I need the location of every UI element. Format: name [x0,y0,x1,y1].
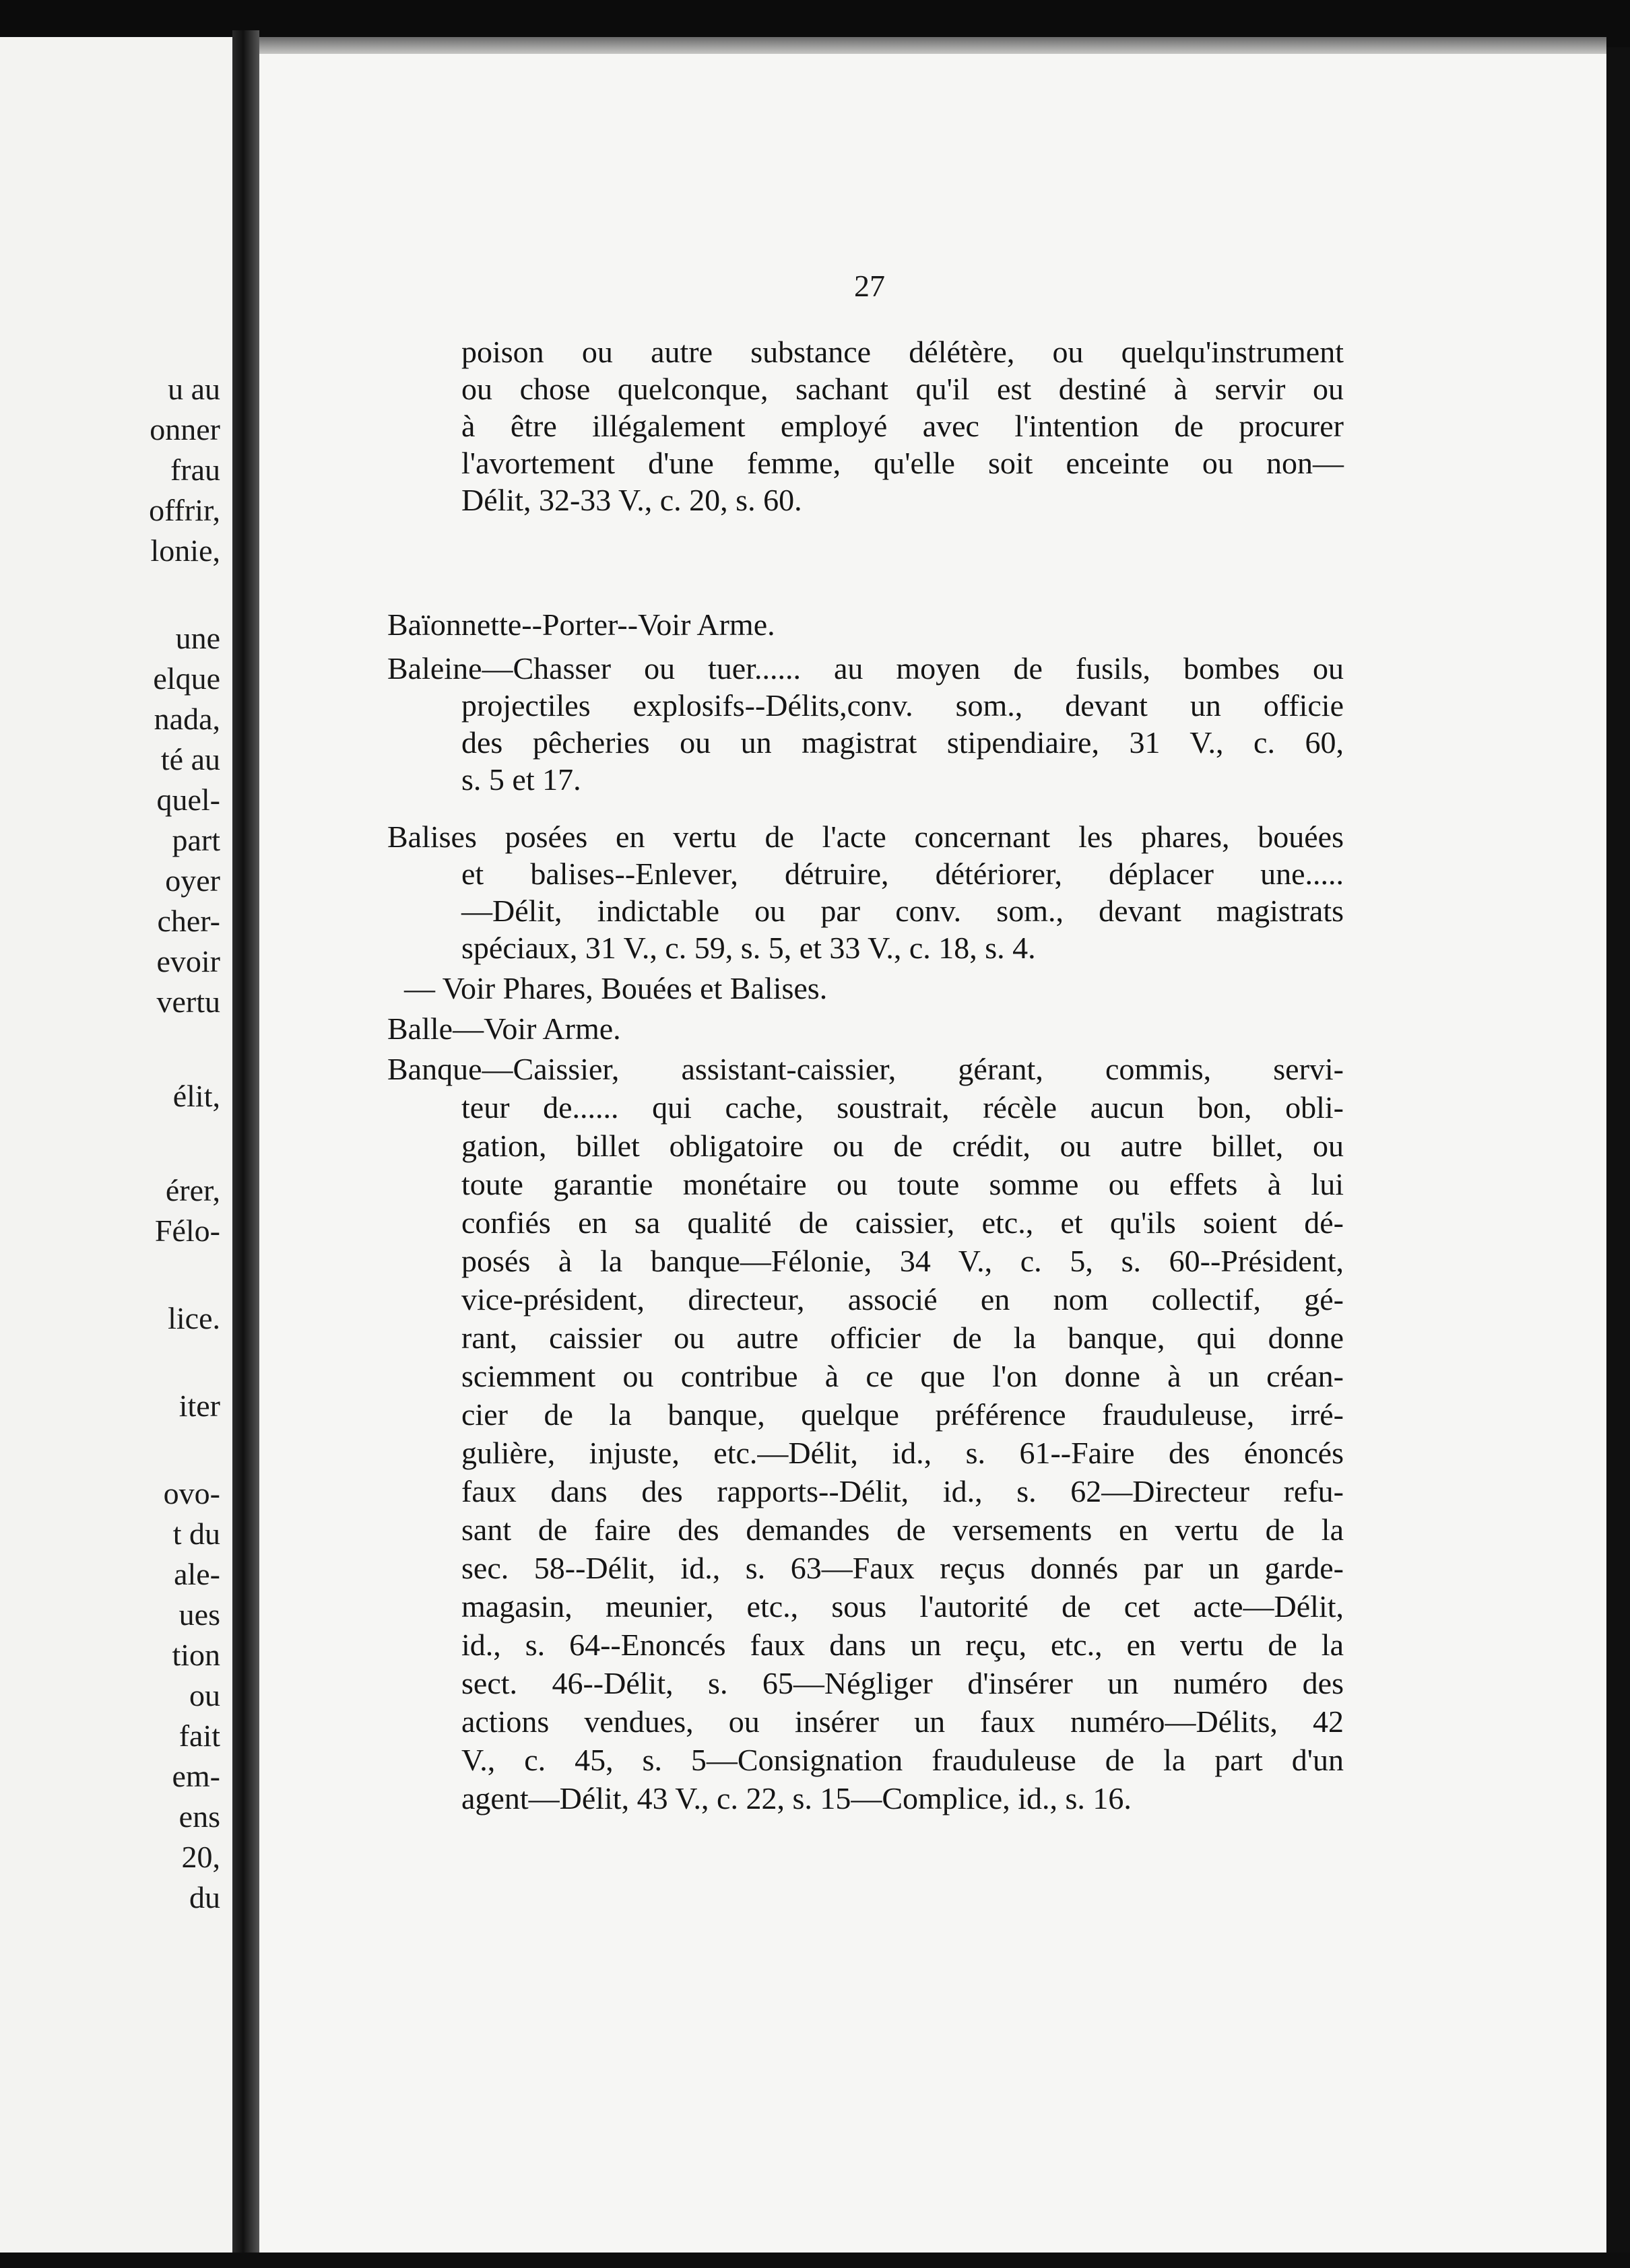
entry-banque-line: sciemment ou contribue à ce que l'on donne à un créan- [461,1359,1344,1393]
left-page-fragment: lice. [168,1301,220,1335]
left-page-fragment: vertu [156,985,220,1019]
left-page-fragment: elque [153,661,220,696]
left-page-fragment: iter [178,1389,220,1423]
page-number: 27 [854,269,885,303]
entry-balle: Balle—Voir Arme. [387,1011,621,1046]
left-page-fragment: ale- [174,1557,220,1591]
left-page-fragment: u au [168,372,220,406]
text-line: Délit, 32-33 V., c. 20, s. 60. [461,483,802,517]
left-page-fragment: frau [170,453,220,487]
entry-banque-line: vice-président, directeur, associé en nom collectif, gé- [461,1282,1344,1316]
entry-balises-line: et balises--Enlever, détruire, détériorer, déplacer une..... [461,857,1344,891]
left-page-fragment: part [172,823,220,857]
entry-banque-line: gulière, injuste, etc.—Délit, id., s. 61--Faire des énoncés [461,1436,1344,1470]
left-page-fragment: 20, [181,1840,220,1874]
entry-banque-line: toute garantie monétaire ou toute somme ou effets à lui [461,1167,1344,1201]
entry-baleine-line: Baleine—Chasser ou tuer...... au moyen de fusils, bombes ou [387,651,1344,686]
left-page-fragment: tion [172,1638,220,1672]
page-right-edge [1606,47,1630,2263]
left-page-fragment: cher- [157,904,220,938]
left-page-fragment: quel- [156,782,220,817]
entry-balises-see-also: — Voir Phares, Bouées et Balises. [404,971,828,1005]
left-page-fragment: oyer [165,863,220,898]
left-page [0,37,232,2253]
entry-banque-line: sant de faire des demandes de versements en vertu de la [461,1512,1344,1547]
entry-banque-line: gation, billet obligatoire ou de crédit, ou autre billet, ou [461,1129,1344,1163]
entry-banque-line: actions vendues, ou insérer un faux numéro—Délits, 42 [461,1704,1344,1739]
left-page-fragment: fait [178,1719,220,1753]
left-page-fragment: du [189,1880,220,1914]
text-line: à être illégalement employé avec l'intention de procurer [461,409,1344,443]
entry-banque-line: rant, caissier ou autre officier de la banque, qui donne [461,1321,1344,1355]
left-page-fragment: lonie, [150,533,220,568]
left-page-fragment: onner [150,412,220,446]
entry-banque-line: cier de la banque, quelque préférence frauduleuse, irré- [461,1397,1344,1432]
left-page-fragment: élit, [172,1079,220,1113]
entry-banque-line: V., c. 45, s. 5—Consignation frauduleuse de la part d'un [461,1743,1344,1777]
left-page-fragment: ues [178,1597,220,1632]
left-page-fragment: nada, [154,702,220,736]
entry-banque-line: teur de...... qui cache, soustrait, récèle aucun bon, obli- [461,1090,1344,1125]
entry-banque-line: sec. 58--Délit, id., s. 63—Faux reçus donnés par un garde- [461,1551,1344,1585]
left-page-fragment: une [175,621,220,655]
page-fold-shadow [232,30,259,2259]
entry-banque-line: faux dans des rapports--Délit, id., s. 62—Directeur refu- [461,1474,1344,1508]
entry-baleine-line: des pêcheries ou un magistrat stipendiaire, 31 V., c. 60, [461,725,1344,760]
entry-baionnette: Baïonnette--Porter--Voir Arme. [387,607,775,642]
entry-baleine-line: projectiles explosifs--Délits,conv. som., devant un officie [461,688,1344,723]
left-page-fragment: em- [172,1759,220,1793]
entry-balises-line: —Délit, indictable ou par conv. som., devant magistrats [461,894,1344,928]
entry-banque-line: confiés en sa qualité de caissier, etc., et qu'ils soient dé- [461,1205,1344,1240]
text-line: ou chose quelconque, sachant qu'il est destiné à servir ou [461,372,1344,406]
page-bottom-edge [0,2253,1630,2268]
left-page-fragment: té au [160,742,220,776]
entry-banque-line: Banque—Caissier, assistant-caissier, gérant, commis, servi- [387,1052,1344,1086]
left-page-fragment: érer, [165,1173,220,1207]
left-page-fragment: offrir, [149,493,220,527]
entry-banque-line: posés à la banque—Félonie, 34 V., c. 5, s. 60--Président, [461,1244,1344,1278]
left-page-fragment: ens [178,1799,220,1834]
entry-banque-line: agent—Délit, 43 V., c. 22, s. 15—Complice, id., s. 16. [461,1781,1132,1815]
text-line: poison ou autre substance délétère, ou quelqu'instrument [461,335,1344,369]
entry-banque-line: magasin, meunier, etc., sous l'autorité de cet acte—Délit, [461,1589,1344,1624]
left-page-fragment: ou [189,1678,220,1712]
entry-baleine-line: s. 5 et 17. [461,762,581,797]
text-line: l'avortement d'une femme, qu'elle soit enceinte ou non— [461,446,1344,480]
entry-balises-line: Balises posées en vertu de l'acte concernant les phares, bouées [387,820,1344,854]
left-page-fragment: evoir [156,944,220,978]
entry-banque-line: id., s. 64--Enoncés faux dans un reçu, etc., en vertu de la [461,1628,1344,1662]
left-page-fragment: Félo- [154,1213,220,1248]
left-page-fragment: t du [172,1516,220,1551]
left-page-fragment: ovo- [163,1476,220,1510]
entry-banque-line: sect. 46--Délit, s. 65—Négliger d'insérer un numéro des [461,1666,1344,1700]
entry-balises-line: spéciaux, 31 V., c. 59, s. 5, et 33 V., c. 18, s. 4. [461,931,1036,965]
